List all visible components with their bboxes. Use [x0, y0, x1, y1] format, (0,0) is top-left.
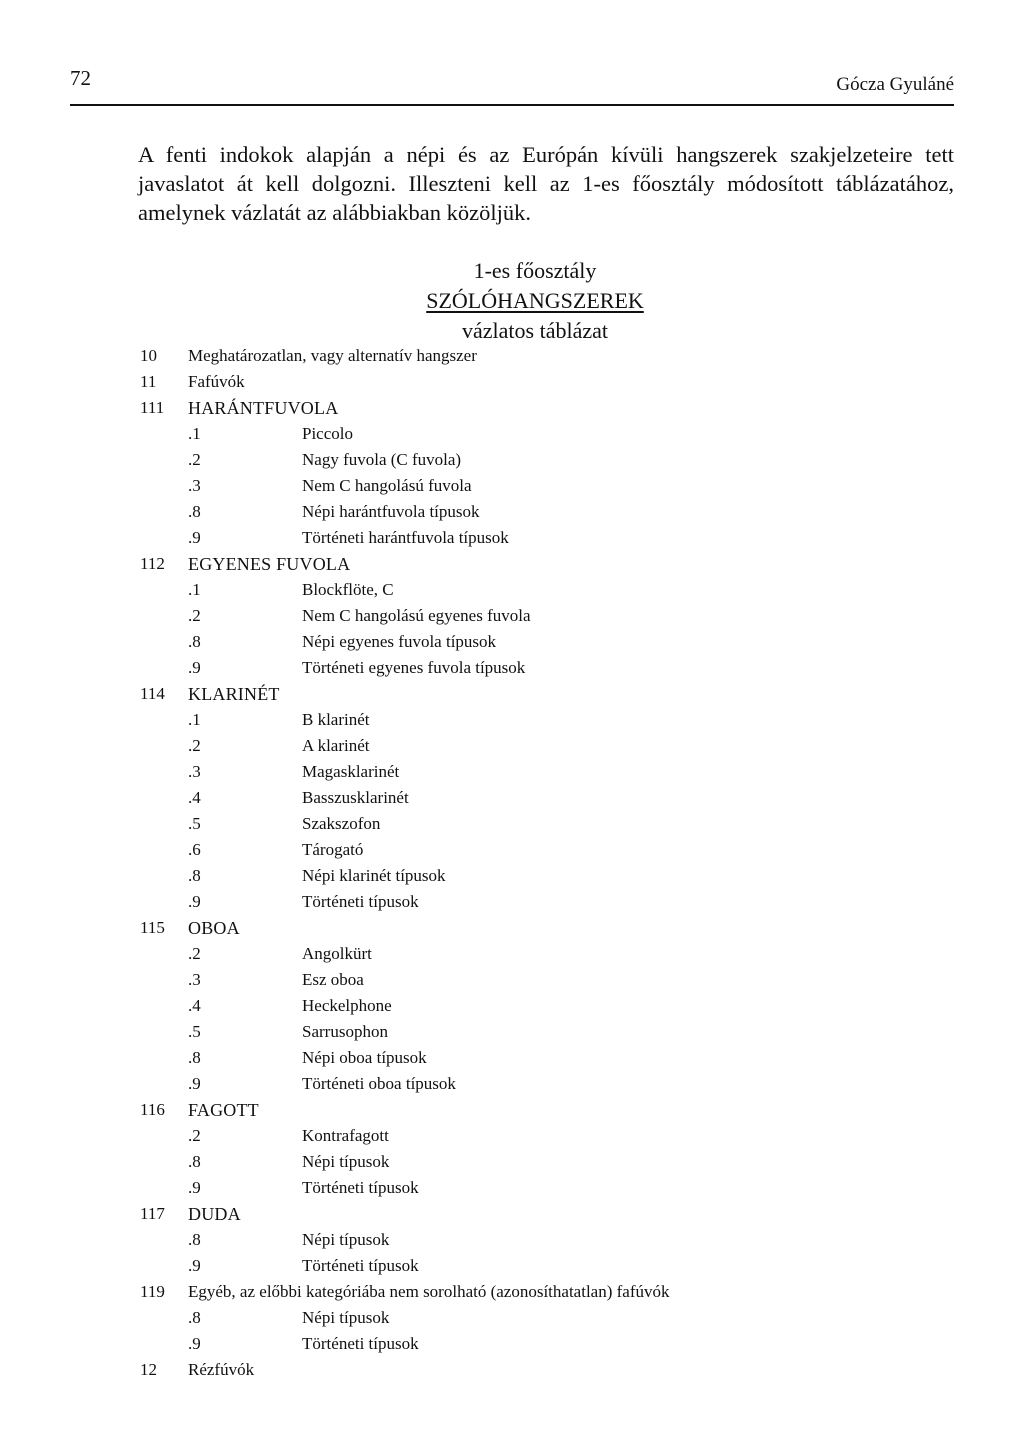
subclass-label: Népi típusok: [302, 1152, 390, 1171]
subclass-number: .3: [188, 970, 201, 989]
subclass-number: .4: [188, 788, 201, 807]
subclass-label: Piccolo: [302, 424, 353, 443]
table-row: [140, 1230, 960, 1256]
subclass-label: Kontrafagott: [302, 1126, 389, 1145]
table-row: [140, 450, 960, 476]
table-row: [140, 1074, 960, 1100]
table-row: [140, 736, 960, 762]
subclass-number: .8: [188, 1230, 201, 1249]
section-title: SZÓLÓHANGSZEREK: [426, 288, 644, 313]
subclass-number: .3: [188, 476, 201, 495]
subclass-label: Esz oboa: [302, 970, 364, 989]
table-row: [140, 1100, 960, 1126]
class-number: 119: [140, 1282, 165, 1301]
class-number: 11: [140, 372, 157, 391]
page-number: 72: [70, 66, 91, 90]
subclass-label: Történeti harántfuvola típusok: [302, 528, 509, 547]
table-row: [140, 1022, 960, 1048]
class-label: Egyéb, az előbbi kategóriába nem sorolható (azonosíthatatlan) fafúvók: [188, 1282, 670, 1301]
section-subtitle: vázlatos táblázat: [462, 318, 608, 343]
subclass-number: .1: [188, 710, 201, 729]
table-row: [140, 944, 960, 970]
subclass-label: Népi oboa típusok: [302, 1048, 427, 1067]
table-row: [140, 476, 960, 502]
table-row: [140, 996, 960, 1022]
table-row: [140, 398, 960, 424]
subclass-label: Szakszofon: [302, 814, 381, 833]
subclass-label: Sarrusophon: [302, 1022, 388, 1041]
subclass-label: Történeti egyenes fuvola típusok: [302, 658, 526, 677]
table-row: [140, 1308, 960, 1334]
subclass-number: .2: [188, 606, 201, 625]
subclass-number: .5: [188, 814, 201, 833]
subclass-number: .9: [188, 1074, 201, 1093]
class-label: KLARINÉT: [188, 684, 280, 704]
intro-paragraph: [138, 140, 954, 227]
table-row: [140, 632, 960, 658]
subclass-label: Történeti típusok: [302, 1334, 419, 1353]
table-row: [140, 528, 960, 554]
subclass-label: Nem C hangolású egyenes fuvola: [302, 606, 531, 625]
table-row: [140, 1152, 960, 1178]
subclass-label: A klarinét: [302, 736, 370, 755]
running-head: Gócza Gyuláné: [836, 74, 954, 95]
header-rule: [70, 104, 954, 106]
table-row: [140, 684, 960, 710]
subclass-number: .9: [188, 1256, 201, 1275]
subclass-number: .8: [188, 502, 201, 521]
subclass-label: Angolkürt: [302, 944, 372, 963]
subclass-number: .9: [188, 658, 201, 677]
class-number: 114: [140, 684, 165, 703]
subclass-number: .2: [188, 1126, 201, 1145]
subclass-number: .9: [188, 892, 201, 911]
table-row: [140, 710, 960, 736]
class-label: EGYENES FUVOLA: [188, 554, 351, 574]
table-row: [140, 1204, 960, 1230]
table-row: [140, 1282, 960, 1308]
subclass-label: Tárogató: [302, 840, 364, 859]
subclass-number: .5: [188, 1022, 201, 1041]
subclass-label: Heckelphone: [302, 996, 392, 1015]
subclass-number: .1: [188, 580, 201, 599]
class-label: FAGOTT: [188, 1100, 259, 1120]
subclass-label: Történeti típusok: [302, 1256, 419, 1275]
subclass-number: .2: [188, 450, 201, 469]
subclass-number: .3: [188, 762, 201, 781]
table-row: [140, 554, 960, 580]
subclass-label: Történeti típusok: [302, 1178, 419, 1197]
table-row: [140, 372, 960, 398]
table-row: [140, 346, 960, 372]
table-row: [140, 658, 960, 684]
class-number: 111: [140, 398, 165, 417]
subclass-number: .9: [188, 1178, 201, 1197]
table-row: [140, 606, 960, 632]
subclass-label: Basszusklarinét: [302, 788, 409, 807]
subclass-label: Népi klarinét típusok: [302, 866, 446, 885]
table-row: [140, 1256, 960, 1282]
table-row: [140, 970, 960, 996]
table-row: [140, 788, 960, 814]
subclass-number: .8: [188, 632, 201, 651]
table-row: [140, 762, 960, 788]
table-row: [140, 918, 960, 944]
subclass-number: .6: [188, 840, 201, 859]
table-row: [140, 814, 960, 840]
class-number: 10: [140, 346, 157, 365]
subclass-number: .8: [188, 866, 201, 885]
table-row: [140, 892, 960, 918]
table-row: [140, 840, 960, 866]
subclass-label: Népi típusok: [302, 1308, 390, 1327]
table-row: [140, 580, 960, 606]
classification-table: [140, 346, 960, 1386]
subclass-label: Történeti típusok: [302, 892, 419, 911]
table-row: [140, 1126, 960, 1152]
table-row: [140, 1334, 960, 1360]
class-number: 112: [140, 554, 165, 573]
class-label: Fafúvók: [188, 372, 245, 391]
subclass-label: Blockflöte, C: [302, 580, 394, 599]
subclass-label: Nem C hangolású fuvola: [302, 476, 472, 495]
subclass-number: .8: [188, 1152, 201, 1171]
subclass-number: .8: [188, 1308, 201, 1327]
subclass-label: Nagy fuvola (C fuvola): [302, 450, 462, 469]
subclass-number: .2: [188, 944, 201, 963]
class-number: 116: [140, 1100, 165, 1119]
subclass-label: Magasklarinét: [302, 762, 400, 781]
intro-text: A fenti indokok alapján a népi és az Európán kívüli hangszerek szakjelzeteire tett javaslatot át kell dolgozni. Illeszteni kell az 1-es főosztály módosított táblázatához, amelynek vázlatát az alábbiakban közöljük.: [138, 142, 954, 225]
table-row: [140, 866, 960, 892]
table-row: [140, 424, 960, 450]
subclass-number: .4: [188, 996, 201, 1015]
subclass-label: Népi harántfuvola típusok: [302, 502, 480, 521]
table-row: [140, 502, 960, 528]
table-row: [140, 1048, 960, 1074]
subclass-number: .9: [188, 528, 201, 547]
subclass-number: .9: [188, 1334, 201, 1353]
class-number: 117: [140, 1204, 165, 1223]
subclass-label: Történeti oboa típusok: [302, 1074, 456, 1093]
subclass-label: B klarinét: [302, 710, 370, 729]
subclass-number: .8: [188, 1048, 201, 1067]
subclass-number: .2: [188, 736, 201, 755]
class-label: Rézfúvók: [188, 1360, 255, 1379]
table-row: [140, 1360, 960, 1386]
table-row: [140, 1178, 960, 1204]
section-heading: 1-es főosztály: [473, 258, 597, 283]
subclass-label: Népi típusok: [302, 1230, 390, 1249]
class-label: Meghatározatlan, vagy alternatív hangszer: [188, 346, 477, 365]
subclass-label: Népi egyenes fuvola típusok: [302, 632, 497, 651]
class-label: HARÁNTFUVOLA: [188, 398, 339, 418]
class-number: 115: [140, 918, 165, 937]
class-label: OBOA: [188, 918, 240, 938]
class-label: DUDA: [188, 1204, 241, 1224]
class-number: 12: [140, 1360, 157, 1379]
subclass-number: .1: [188, 424, 201, 443]
